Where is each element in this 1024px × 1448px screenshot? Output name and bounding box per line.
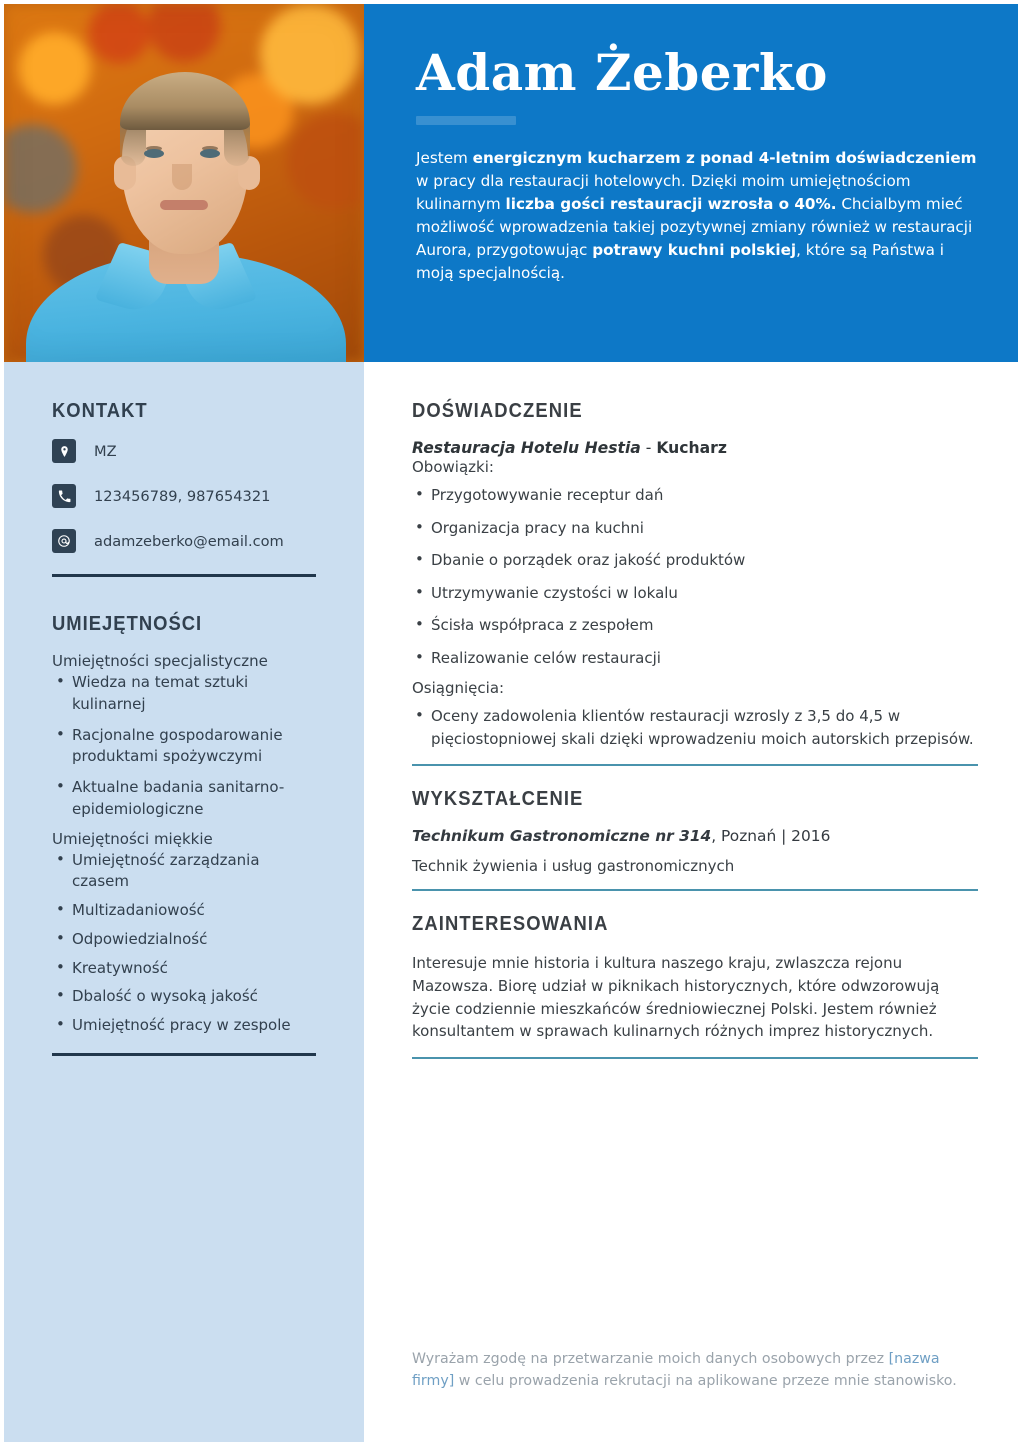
profile-summary [416,147,978,286]
gdpr-company-placeholder: [nazwa firmy] [412,1351,940,1390]
education-school: Technikum Gastronomiczne nr 314 [412,827,712,845]
photo-overlay [4,4,364,362]
contact-heading: KONTAKT [52,400,148,422]
soft-skill-item: • Kreatywność [52,958,320,980]
contact-row-location [52,439,320,463]
experience-separator: - [640,439,657,457]
location-pin-icon [52,439,76,463]
hard-skill-item: • Aktualne badania sanitarno-epidemiologiczne [52,777,320,821]
education-location-date: , Poznań | 2016 [711,827,831,845]
soft-skill-item: • Dbalość o wysoką jakość [52,986,320,1008]
gdpr-text: Wyrażam zgodę na przetwarzanie moich danych osobowych przez [412,1351,889,1368]
email-icon [52,529,76,553]
sidebar-divider-skills [52,1053,316,1056]
education-field: Technik żywienia i usług gastronomicznych [412,857,735,875]
page-title: Adam Żeberko [416,43,828,102]
soft-skill-item: • Odpowiedzialność [52,929,320,951]
sidebar-divider-contact [52,574,316,577]
achievement-item: • Oceny zadowolenia klientów restauracji wzrosly z 3,5 do 4,5 w pięciostopniowej skali dzięki wprowadzeniu moich autorskich przepisów. [412,705,982,750]
sidebar-content [52,400,320,1056]
divider-interests [412,1057,978,1059]
summary-text: Chcialbym mieć możliwość wprowadzenia takiej pozytywnej zmiany również w restauracji Aurora, przygotowując [416,195,973,260]
summary-text: , które są Państwa i moją specjalnością. [416,241,945,283]
soft-skill-item: • Umiejętność pracy w zespole [52,1015,320,1037]
skills-section [52,613,320,1056]
duty-item: • Organizacja pracy na kuchni [412,517,982,540]
divider-education [412,889,978,891]
experience-organization: Restauracja Hotelu Hestia [412,439,641,457]
skills-heading: UMIEJĘTNOŚCI [52,613,203,635]
contact-row-email [52,529,320,553]
name-underline-bar [416,116,516,125]
achievements-label: Osiągnięcia: [412,679,505,697]
summary-text: w pracy dla restauracji hotelowych. Dzięki moim umiejętnościom kulinarnym [416,172,911,214]
hard-skills-list [52,672,320,821]
achievements-list [412,705,982,750]
soft-skills-list [52,850,320,1037]
education-heading: WYKSZTAŁCENIE [412,788,584,810]
duty-item: • Realizowanie celów restauracji [412,647,982,670]
education-section [412,788,982,891]
sidebar [4,4,364,1442]
duties-label: Obowiązki: [412,458,494,476]
soft-skills-label: Umiejętności miękkie [52,829,213,848]
duty-item: • Przygotowywanie receptur dań [412,484,982,507]
duty-item: • Utrzymywanie czystości w lokalu [412,582,982,605]
duty-item: • Ścisła współpraca z zespołem [412,614,982,637]
summary-emphasis: liczba gości restauracji wzrosła o 40%. [505,195,837,214]
soft-skill-item: • Umiejętność zarządzania czasem [52,850,320,894]
interests-text: Interesuje mnie historia i kultura naszego kraju, zwlaszcza rejonu Mazowsza. Biorę udział w piknikach historycznych, które odwzorowują życie codziennie mieszkańców średniowiecznej Polski. Jestem również konsultantem w sprawach kulinarnych różnych imprez historycznych. [412,954,940,1041]
experience-heading: DOŚWIADCZENIE [412,400,583,422]
contact-row-phone [52,484,320,508]
main-content [412,400,982,1081]
contact-phone-value: 123456789, 987654321 [94,487,271,505]
summary-emphasis: energicznym kucharzem z ponad 4-letnim doświadczeniem [472,149,977,167]
duties-list [412,484,982,669]
experience-section [412,400,982,766]
summary-emphasis: potrawy kuchni polskiej [592,241,797,260]
gdpr-consent [412,1348,982,1392]
gdpr-text: w celu prowadzenia rekrutacji na aplikowane przeze mnie stanowisko. [454,1373,957,1390]
profile-photo [4,4,364,362]
hard-skill-item: • Wiedza na temat sztuki kulinarnej [52,672,320,716]
hard-skills-label: Umiejętności specjalistyczne [52,652,268,670]
duty-item: • Dbanie o porządek oraz jakość produktów [412,549,982,572]
interests-heading: ZAINTERESOWANIA [412,913,609,935]
cv-sheet [4,4,1018,1442]
hard-skill-item: • Racjonalne gospodarowanie produktami spożywczymi [52,725,320,769]
education-line [412,827,982,845]
interests-section [412,913,982,1059]
contact-location-value: MZ [94,442,117,460]
phone-icon [52,484,76,508]
soft-skill-item: • Multizadaniowość [52,900,320,922]
contact-email-value: adamzeberko@email.com [94,532,284,550]
divider-experience [412,764,978,766]
header-banner [364,4,1018,362]
experience-job-title [412,439,982,457]
experience-role: Kucharz [656,439,727,457]
summary-text: Jestem [416,149,473,167]
